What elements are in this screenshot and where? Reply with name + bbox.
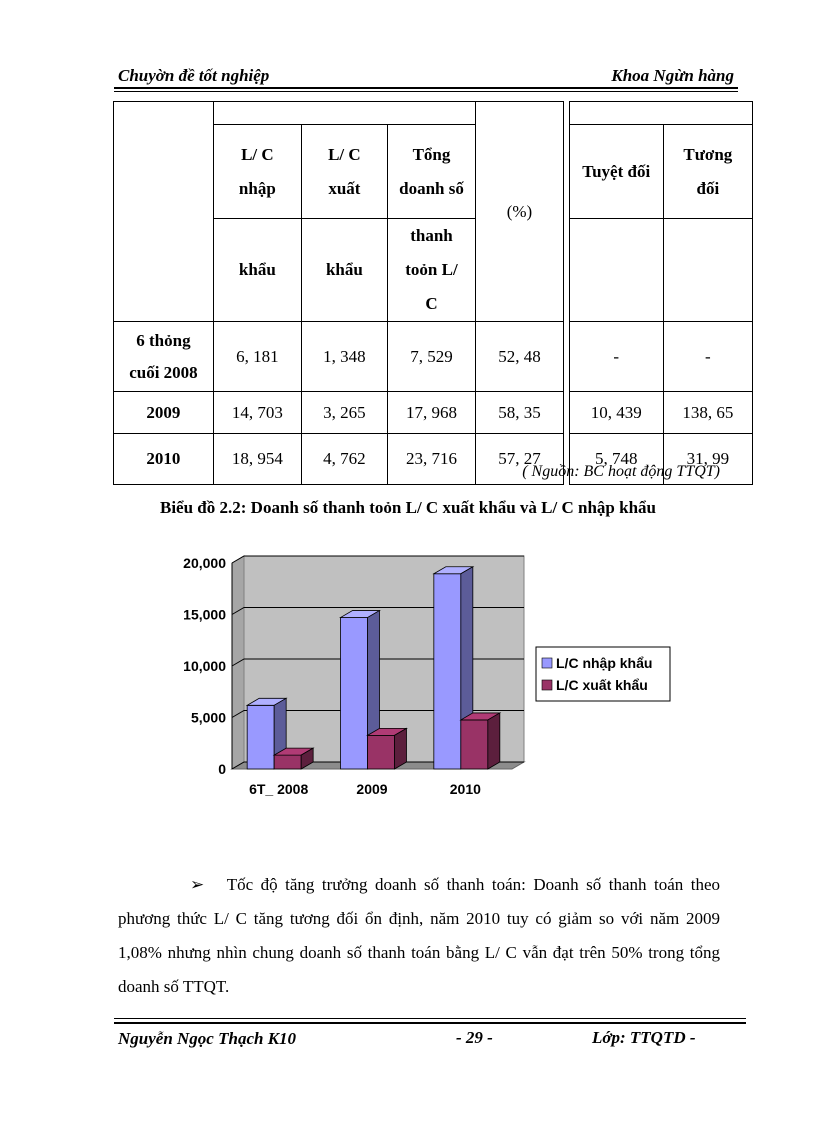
pct-cell: 58, 35	[476, 392, 564, 434]
lc-import-header-cont: khẩu	[213, 219, 301, 322]
header-right: Khoa Ngừn hàng	[611, 66, 734, 85]
lc-table	[113, 101, 753, 485]
group-header	[213, 102, 475, 125]
table-row	[114, 322, 753, 392]
export-cell: 1, 348	[301, 322, 387, 392]
rel-cell: 138, 65	[663, 392, 752, 434]
y-tick-label: 0	[218, 761, 226, 777]
chart-caption: Biểu đồ 2.2: Doanh số thanh toỏn L/ C xuất khẩu và L/ C nhập khẩu	[159, 498, 656, 517]
absolute-header: Tuyệt đối	[569, 125, 663, 219]
y-tick-label: 10,000	[183, 658, 226, 674]
relative-header: Tương đối	[663, 125, 752, 219]
pct-header: (%)	[476, 102, 564, 322]
source-note: ( Nguồn: BC hoạt động TTQT)	[522, 463, 720, 480]
footer-rule-thin	[114, 1018, 746, 1019]
y-tick-label: 15,000	[183, 606, 226, 623]
corner-cell	[114, 102, 214, 322]
period-cell: 2010	[114, 434, 214, 485]
bar	[274, 755, 301, 769]
table-row	[114, 392, 753, 434]
header-left: Chuyờn đề tốt nghiệp	[118, 66, 270, 85]
legend-swatch	[542, 680, 552, 690]
paragraph-text: Tốc độ tăng trưởng doanh số thanh toán: Doanh số thanh toán theo phương thức L/ C tăng tương đối ổn định, năm 2010 tuy có giảm so với năm 2009 1,08% nhưng nhìn chung doanh số thanh toán bằng L/ C vẫn đạt trên 50% trong tổng doanh số TTQT.	[118, 875, 721, 996]
import-cell: 14, 703	[213, 392, 301, 434]
page-number: - 29 -	[456, 1028, 493, 1047]
pct-cell: 52, 48	[476, 322, 564, 392]
bar	[341, 618, 368, 769]
growth-header	[569, 102, 752, 125]
bar-side	[488, 713, 500, 769]
legend-swatch	[542, 658, 552, 668]
y-tick-label: 5,000	[190, 709, 226, 726]
abs-cell: 5, 748	[569, 434, 663, 485]
export-cell: 3, 265	[301, 392, 387, 434]
y-tick-label: 20,000	[183, 555, 226, 571]
total-cell: 7, 529	[387, 322, 475, 392]
lc-import-header: L/ C nhập	[213, 125, 301, 219]
total-cell: 23, 716	[387, 434, 475, 485]
footer-class: Lớp: TTQTD -	[592, 1028, 696, 1047]
bar	[461, 720, 488, 769]
period-cell: 6 thỏng cuối 2008	[114, 322, 214, 392]
body-paragraph	[118, 868, 720, 1004]
total-header: Tổng doanh số	[387, 125, 475, 219]
bar-chart	[160, 545, 680, 805]
bar	[368, 735, 395, 769]
legend-label: L/C nhập khẩu	[556, 655, 653, 671]
x-tick-label: 6T_ 2008	[249, 781, 309, 797]
rel-cell: 31, 99	[663, 434, 752, 485]
rel-cell: -	[663, 322, 752, 392]
legend-label: L/C xuất khẩu	[556, 677, 648, 693]
period-cell: 2009	[114, 392, 214, 434]
import-cell: 6, 181	[213, 322, 301, 392]
bar	[434, 574, 461, 769]
footer-author: Nguyễn Ngọc Thạch K10	[118, 1029, 297, 1048]
abs-cell: -	[569, 322, 663, 392]
lc-export-header-cont: khẩu	[301, 219, 387, 322]
bar	[247, 705, 274, 769]
x-tick-label: 2009	[356, 781, 388, 797]
bar-side	[395, 728, 407, 769]
footer-rule	[114, 1022, 746, 1024]
export-cell: 4, 762	[301, 434, 387, 485]
abs-cell: 10, 439	[569, 392, 663, 434]
bullet-icon: ➢	[190, 875, 205, 894]
total-header-cont: thanh toỏn L/ C	[387, 219, 475, 322]
lc-export-header: L/ C xuất	[301, 125, 387, 219]
header-rule	[114, 87, 738, 89]
pct-cell: 57, 27	[476, 434, 564, 485]
x-tick-label: 2010	[449, 781, 481, 797]
total-cell: 17, 968	[387, 392, 475, 434]
header-rule-thin	[114, 91, 738, 92]
import-cell: 18, 954	[213, 434, 301, 485]
